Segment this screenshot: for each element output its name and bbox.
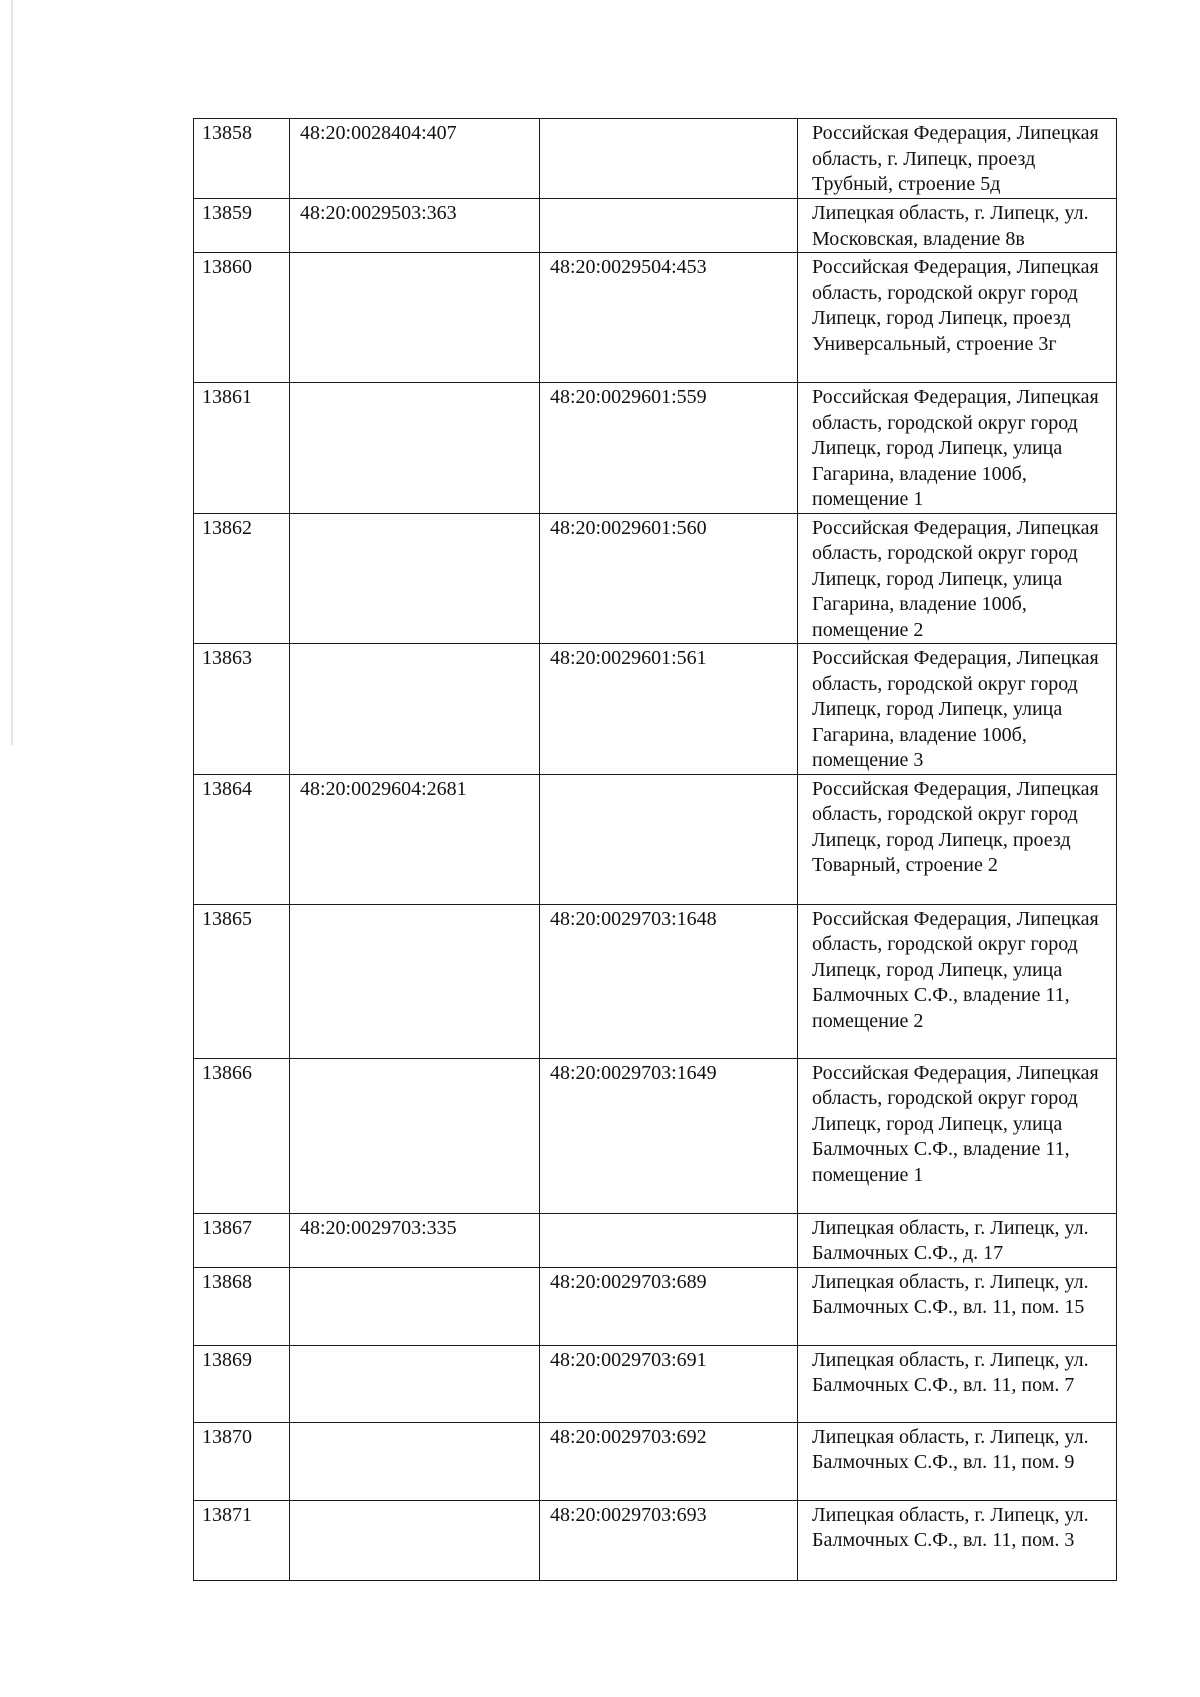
- cadastral-number-premises-cell: 48:20:0029601:559: [540, 383, 798, 514]
- scan-edge-mark: [11, 0, 13, 745]
- row-number-cell: 13869: [194, 1345, 290, 1422]
- row-number-cell: 13870: [194, 1422, 290, 1500]
- table-row: [194, 1267, 1117, 1345]
- cadastral-number-cell: [290, 1500, 540, 1580]
- row-number-cell: 13871: [194, 1500, 290, 1580]
- row-number-cell: 13862: [194, 513, 290, 644]
- cadastral-number-premises-cell: 48:20:0029703:1649: [540, 1058, 798, 1213]
- cadastral-number-premises-cell: [540, 119, 798, 199]
- address-cell: Российская Федерация, Липецкая область, городской округ город Липецк, город Липецк, улица Гагарина, владение 100б, помещение 2: [798, 513, 1117, 644]
- row-number-cell: 13864: [194, 774, 290, 904]
- table-row: [194, 253, 1117, 383]
- table-row: [194, 513, 1117, 644]
- row-number-cell: 13867: [194, 1213, 290, 1267]
- cadastral-number-premises-cell: [540, 1213, 798, 1267]
- address-cell: Российская Федерация, Липецкая область, г. Липецк, проезд Трубный, строение 5д: [798, 119, 1117, 199]
- cadastral-number-premises-cell: 48:20:0029504:453: [540, 253, 798, 383]
- cadastral-number-premises-cell: 48:20:0029703:693: [540, 1500, 798, 1580]
- cadastral-number-cell: 48:20:0029703:335: [290, 1213, 540, 1267]
- cadastral-number-premises-cell: 48:20:0029703:692: [540, 1422, 798, 1500]
- address-cell: Липецкая область, г. Липецк, ул. Балмочных С.Ф., вл. 11, пом. 3: [798, 1500, 1117, 1580]
- table-row: [194, 119, 1117, 199]
- cadastral-number-cell: [290, 1267, 540, 1345]
- row-number-cell: 13863: [194, 644, 290, 775]
- address-cell: Российская Федерация, Липецкая область, городской округ город Липецк, город Липецк, улица Балмочных С.Ф., владение 11, помещение 1: [798, 1058, 1117, 1213]
- cadastral-number-premises-cell: 48:20:0029601:560: [540, 513, 798, 644]
- table-row: [194, 644, 1117, 775]
- table-row: [194, 1213, 1117, 1267]
- cadastral-number-cell: [290, 253, 540, 383]
- address-cell: Липецкая область, г. Липецк, ул. Балмочных С.Ф., вл. 11, пом. 7: [798, 1345, 1117, 1422]
- row-number-cell: 13866: [194, 1058, 290, 1213]
- cadastral-number-premises-cell: 48:20:0029601:561: [540, 644, 798, 775]
- address-cell: Липецкая область, г. Липецк, ул. Балмочных С.Ф., вл. 11, пом. 9: [798, 1422, 1117, 1500]
- table-row: [194, 774, 1117, 904]
- table-row: [194, 383, 1117, 514]
- address-cell: Российская Федерация, Липецкая область, городской округ город Липецк, город Липецк, улица Балмочных С.Ф., владение 11, помещение 2: [798, 904, 1117, 1058]
- cadastral-number-cell: [290, 904, 540, 1058]
- cadastral-number-premises-cell: 48:20:0029703:1648: [540, 904, 798, 1058]
- cadastral-number-cell: 48:20:0029503:363: [290, 199, 540, 253]
- row-number-cell: 13860: [194, 253, 290, 383]
- registry-table: [193, 118, 1117, 1581]
- row-number-cell: 13865: [194, 904, 290, 1058]
- address-cell: Липецкая область, г. Липецк, ул. Балмочных С.Ф., д. 17: [798, 1213, 1117, 1267]
- cadastral-number-cell: [290, 1058, 540, 1213]
- address-cell: Российская Федерация, Липецкая область, городской округ город Липецк, город Липецк, проезд Товарный, строение 2: [798, 774, 1117, 904]
- address-cell: Российская Федерация, Липецкая область, городской округ город Липецк, город Липецк, проезд Универсальный, строение 3г: [798, 253, 1117, 383]
- table-row: [194, 1422, 1117, 1500]
- cadastral-number-cell: 48:20:0028404:407: [290, 119, 540, 199]
- address-cell: Российская Федерация, Липецкая область, городской округ город Липецк, город Липецк, улица Гагарина, владение 100б, помещение 3: [798, 644, 1117, 775]
- cadastral-number-cell: [290, 1422, 540, 1500]
- row-number-cell: 13859: [194, 199, 290, 253]
- cadastral-number-premises-cell: [540, 774, 798, 904]
- table-row: [194, 1058, 1117, 1213]
- table-row: [194, 904, 1117, 1058]
- address-cell: Липецкая область, г. Липецк, ул. Московская, владение 8в: [798, 199, 1117, 253]
- cadastral-number-cell: [290, 513, 540, 644]
- row-number-cell: 13861: [194, 383, 290, 514]
- row-number-cell: 13858: [194, 119, 290, 199]
- cadastral-number-cell: [290, 644, 540, 775]
- table-row: [194, 1500, 1117, 1580]
- cadastral-number-premises-cell: 48:20:0029703:691: [540, 1345, 798, 1422]
- table-row: [194, 1345, 1117, 1422]
- cadastral-number-cell: 48:20:0029604:2681: [290, 774, 540, 904]
- cadastral-number-premises-cell: 48:20:0029703:689: [540, 1267, 798, 1345]
- address-cell: Российская Федерация, Липецкая область, городской округ город Липецк, город Липецк, улица Гагарина, владение 100б, помещение 1: [798, 383, 1117, 514]
- row-number-cell: 13868: [194, 1267, 290, 1345]
- table-row: [194, 199, 1117, 253]
- cadastral-number-premises-cell: [540, 199, 798, 253]
- cadastral-number-cell: [290, 383, 540, 514]
- address-cell: Липецкая область, г. Липецк, ул. Балмочных С.Ф., вл. 11, пом. 15: [798, 1267, 1117, 1345]
- cadastral-number-cell: [290, 1345, 540, 1422]
